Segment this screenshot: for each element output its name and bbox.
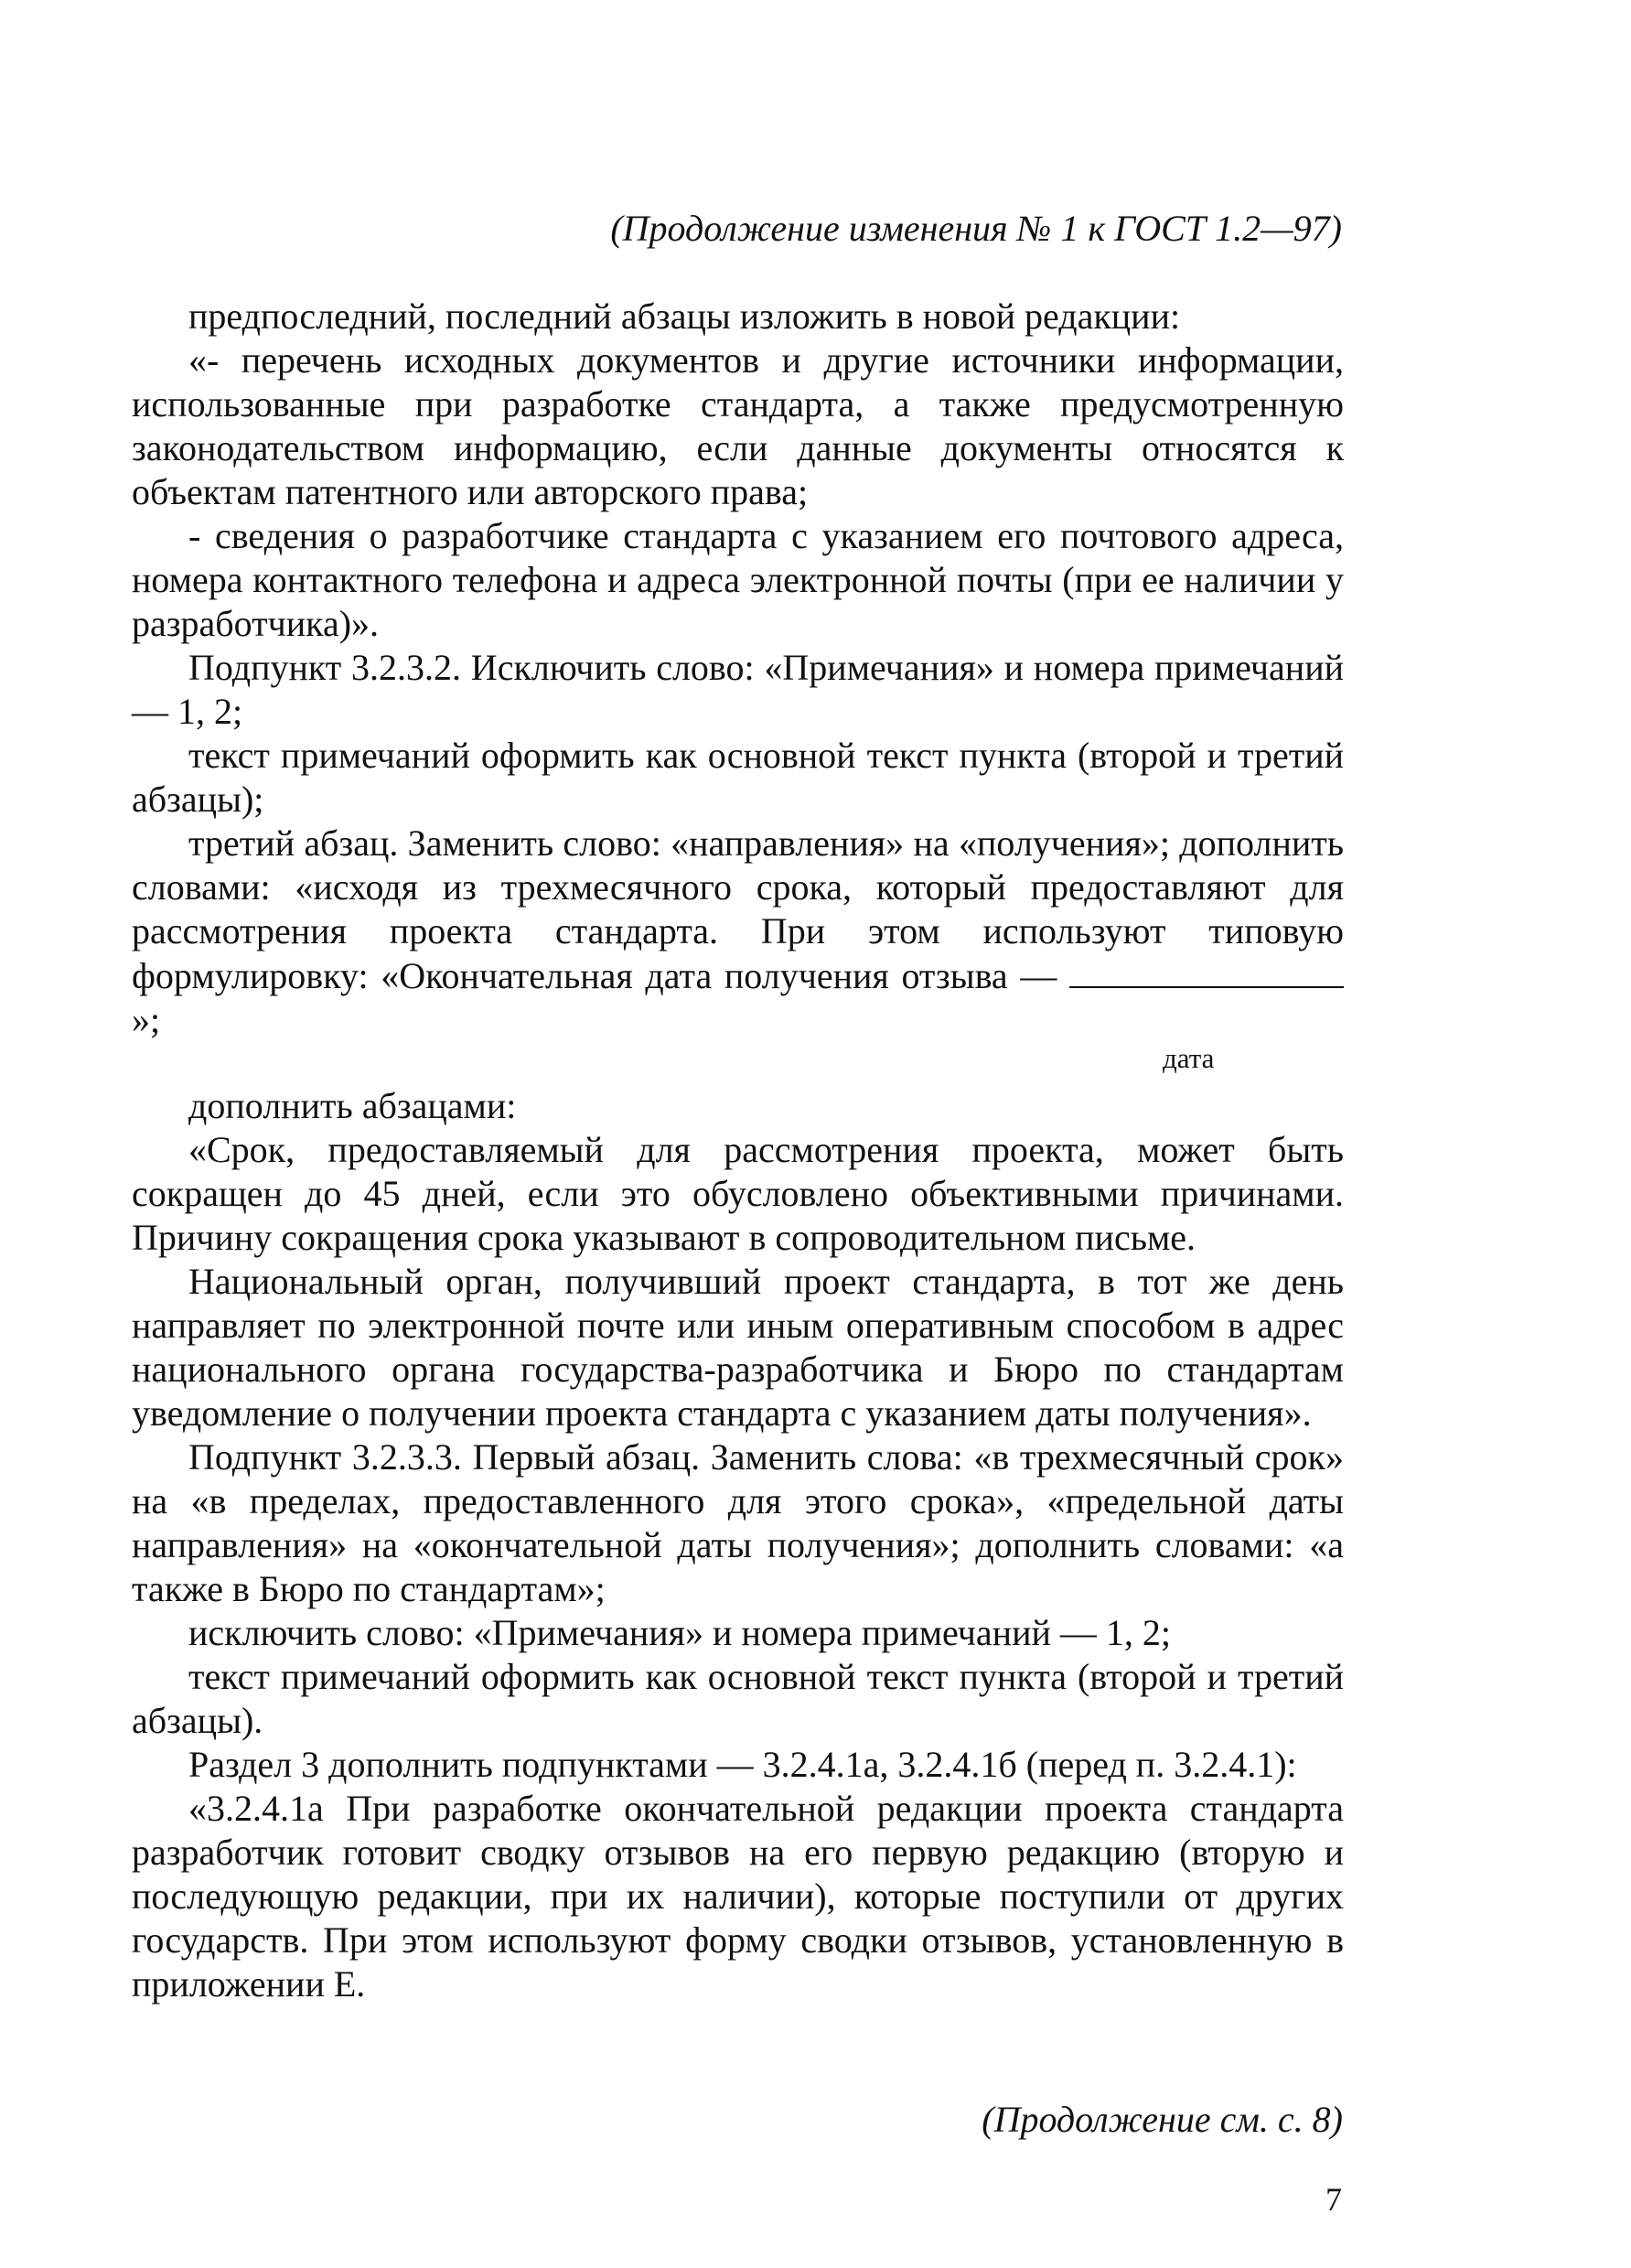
paragraph: Раздел 3 дополнить подпунктами — 3.2.4.1а, 3.2.4.1б (перед п. 3.2.4.1): bbox=[188, 1744, 1297, 1785]
continuation-header: (Продолжение изменения № 1 к ГОСТ 1.2—97) bbox=[610, 208, 1342, 249]
paragraph-with-blank bbox=[132, 822, 1344, 1042]
paragraph-closing-quote: »; bbox=[132, 999, 161, 1040]
paragraph: - сведения о разработчике стандарта с указанием его почтового адреса, номера контактного телефона и адреса электронной почты (при ее наличии у разработчика)». bbox=[132, 515, 1344, 644]
paragraph-text: третий абзац. Заменить слово: «направления» на «получения»; дополнить словами: «исходя из трехмесячного срока, который предоставляют для рассмотрения проекта стандарта. При этом используют типовую формулировку: «Окончательная дата получения отзыва — bbox=[132, 822, 1344, 996]
date-caption-row bbox=[132, 1042, 1344, 1084]
paragraph: предпоследний, последний абзацы изложить в новой редакции: bbox=[188, 296, 1181, 337]
paragraph: «3.2.4.1а При разработке окончательной редакции проекта стандарта разработчик готовит сводку отзывов на его первую редакцию (вторую и последующую редакции, при их наличии), которые поступили от других государств. При этом используют форму сводки отзывов, установленную в приложении Е. bbox=[132, 1788, 1344, 2005]
paragraph: «- перечень исходных документов и другие источники информации, использованные при разработке стандарта, а также предусмотренную законодательством информацию, если данные документы относятся к объектам патентного или авторского права; bbox=[132, 339, 1344, 512]
paragraph: текст примечаний оформить как основной текст пункта (второй и третий абзацы). bbox=[132, 1656, 1344, 1741]
paragraph: исключить слово: «Примечания» и номера примечаний — 1, 2; bbox=[188, 1612, 1172, 1653]
paragraph: текст примечаний оформить как основной текст пункта (второй и третий абзацы); bbox=[132, 735, 1344, 820]
paragraph: «Срок, предоставляемый для рассмотрения проекта, может быть сокращен до 45 дней, если это обусловлено объективными причинами. Причину сокращения срока указывают в сопроводительном письме. bbox=[132, 1129, 1344, 1258]
paragraph: Национальный орган, получивший проект стандарта, в тот же день направляет по электронной почте или иным оперативным способом в адрес национального органа государства-разработчика и Бюро по стандартам уведомление о получении проекта стандарта с указанием даты получения». bbox=[132, 1261, 1344, 1434]
continuation-footer: (Продолжение см. с. 8) bbox=[982, 2099, 1343, 2140]
paragraph: Подпункт 3.2.3.3. Первый абзац. Заменить слова: «в трехмесячный срок» на «в пределах, предоставленного для этого срока», «предельной даты направления» на «окончательной даты получения»; дополнить словами: «а также в Бюро по стандартам»; bbox=[132, 1436, 1344, 1609]
date-caption: дата bbox=[1163, 1042, 1215, 1074]
page-number: 7 bbox=[1325, 2181, 1342, 2218]
document-body bbox=[132, 295, 1344, 2006]
date-blank-line bbox=[1069, 953, 1344, 988]
paragraph: Подпункт 3.2.3.2. Исключить слово: «Примечания» и номера примечаний — 1, 2; bbox=[132, 647, 1344, 732]
paragraph: дополнить абзацами: bbox=[188, 1085, 517, 1126]
